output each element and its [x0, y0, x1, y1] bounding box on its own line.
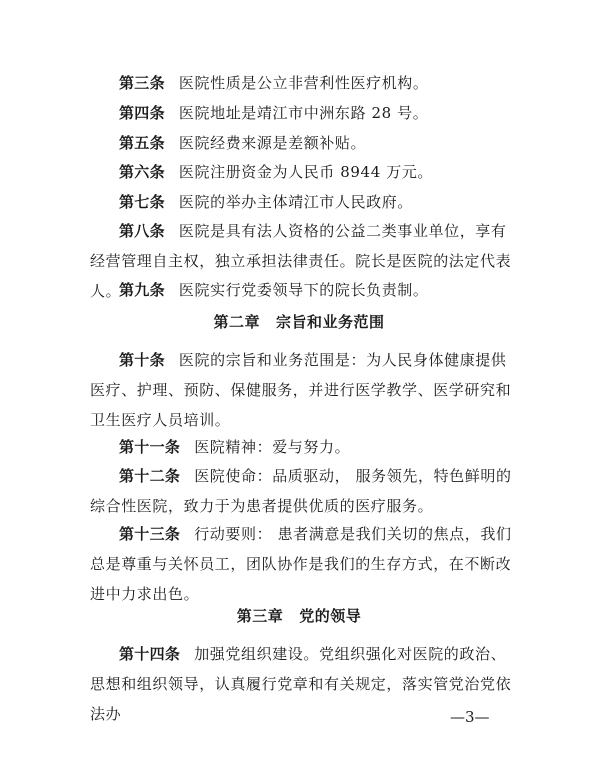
article-6: [90, 157, 515, 187]
chapter-label: 第二章: [213, 313, 260, 331]
article-number: 第十四条: [119, 645, 181, 663]
article-5: [90, 128, 515, 158]
article-text: 医院的宗旨和业务范围是：为人民身体健康提供医疗、护理、预防、保健服务，并进行医学教学、医学研究和卫生医疗人员培训。: [90, 351, 512, 429]
article-text: 行动要则： 患者满意是我们关切的焦点，我们总是尊重与关怀员工，团队协作是我们的生存方式，在不断改进中力求出色。: [90, 525, 512, 603]
article-text: 医院实行党委领导下的院长负责制。: [178, 281, 429, 299]
article-number: 第五条: [119, 134, 165, 152]
chapter-title: 宗旨和业务范围: [276, 313, 385, 331]
article-number: 第六条: [119, 163, 165, 181]
chapter-heading-2: [0, 307, 598, 337]
article-10: [90, 345, 515, 435]
article-text: 医院的举办主体靖江市人民政府。: [178, 193, 413, 211]
article-number: 第十条: [119, 351, 165, 369]
article-4: [90, 98, 515, 128]
article-number: 第十一条: [119, 438, 181, 456]
article-11: [90, 432, 515, 462]
chapter-title: 党的领导: [299, 607, 362, 625]
chapter-label: 第三章: [236, 607, 284, 625]
article-number: 第九条: [119, 281, 165, 299]
article-number: 第三条: [119, 74, 165, 92]
article-number: 第八条: [119, 222, 165, 240]
article-text: 医院使命：品质驱动， 服务领先，特色鲜明的综合性医院，致力于为患者提供优质的医疗服务。: [90, 467, 512, 515]
article-7: [90, 187, 515, 217]
article-12: [90, 461, 515, 521]
chapter-heading-3: [0, 601, 598, 631]
article-text: 医院性质是公立非营利性医疗机构。: [178, 74, 429, 92]
article-text: 医院是具有法人资格的公益二类事业单位，享有经营管理自主权，独立承担法律责任。院长是医院的法定代表人。: [90, 222, 512, 300]
article-text: 医院地址是靖江市中洲东路 28 号。: [178, 104, 429, 122]
article-9: [90, 275, 515, 305]
article-text: 医院注册资金为人民币 8944 万元。: [178, 163, 434, 181]
article-number: 第四条: [119, 104, 165, 122]
article-13: [90, 519, 515, 609]
page-number: —3—: [450, 708, 490, 726]
article-text: 医院精神：爱与努力。: [194, 438, 351, 456]
article-text: 加强党组织建设。党组织强化对医院的政治、思想和组织领导，认真履行党章和有关规定，落实管党治党依法办: [90, 645, 512, 723]
article-number: 第十三条: [119, 525, 181, 543]
article-text: 医院经费来源是差额补贴。: [178, 134, 367, 152]
article-3: [90, 68, 515, 98]
article-number: 第七条: [119, 193, 165, 211]
article-number: 第十二条: [119, 467, 181, 485]
